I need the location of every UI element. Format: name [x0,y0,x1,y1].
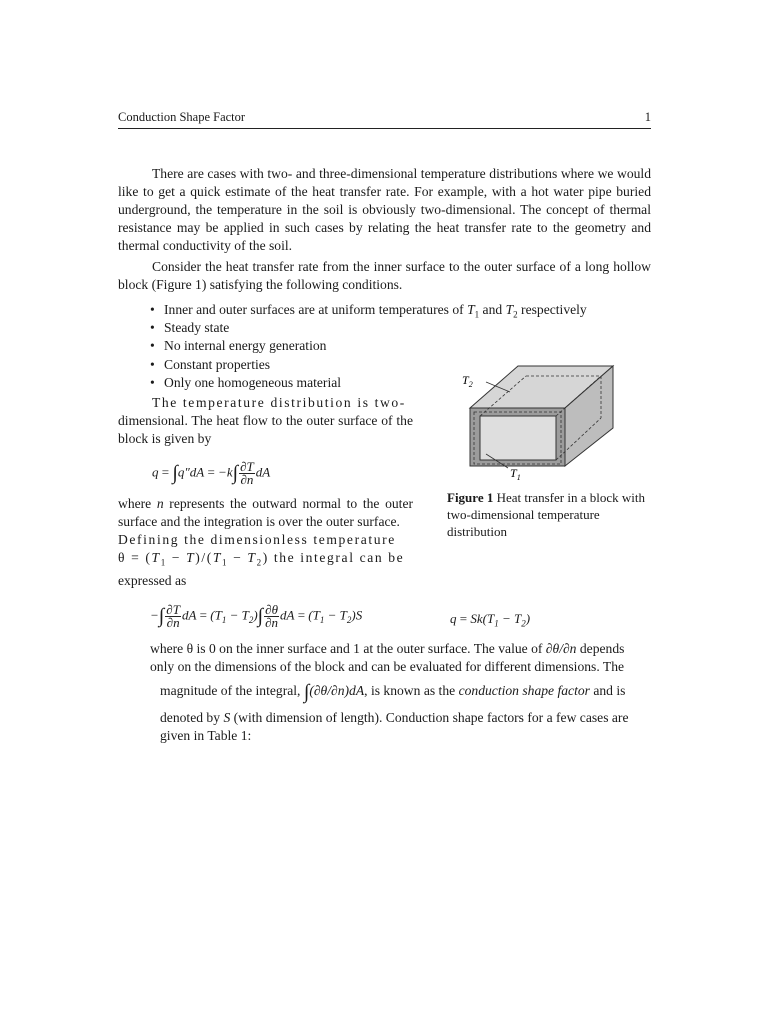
equation-heat-flow: q = ∫q″dA = −k∫ $\frac{\partial T}{\partial n}$ dA [152,459,271,487]
page-number: 1 [644,110,651,124]
block-figure [458,356,628,481]
paragraph-denoted: denoted by S (with dimension of length). Conduction shape factors for a few cases are given in Table 1: [160,710,629,743]
equation-q-sk: $q = Sk(T_1 - T_2)$ [450,611,531,629]
list-item: • Inner and outer surfaces are at uniform temperatures of $T_1$ and $T_2$ respectively [150,302,587,320]
list-item: • Steady state [150,320,230,336]
t1-label: $T_1$ [510,466,521,481]
t2-label: $T_2$ [462,373,473,389]
list-item: • No internal energy generation [150,338,327,354]
paragraph-where-theta: where θ is 0 on the inner surface and 1 at the outer surface. The value of ∂θ/∂n depends only on the dimensions of the block and can be evaluated for different dimensions. The [150,641,625,674]
list-item: • Only one homogeneous material [150,374,342,390]
paragraph-where-n: where n represents the outward normal to the outer surface and the integration is over the outer surface. Defining the dimensionless temperature $\theta = (T_1 - T)/(T_1 - T_2)$ the integral can be expressed as [118,496,414,588]
figure-caption: Figure 1 Heat transfer in a block with two-dimensional temperature distribution [447,490,645,539]
paragraph-temperature: The temperature distribution is two- dimensional. The heat flow to the outer surface of the block is given by [118,395,413,446]
paragraph-consider: Consider the heat transfer rate from the inner surface to the outer surface of a long hollow block (Figure 1) satisfying the following conditions. [118,259,651,292]
paragraph-magnitude: magnitude of the integral, ∫(∂θ/∂n)dA, is known as the conduction shape factor and is [160,680,626,703]
header-title: Conduction Shape Factor [118,110,246,124]
list-item: • Constant properties [150,356,271,372]
equation-shape-factor: −∫ $\frac{\partial T}{\partial n}$ dA = $(T_1 - T_2)\int$ $\frac{\partial\theta}{\partial n}$ dA = $(T_1 - T_2)S$ [150,602,363,630]
block-cavity [480,416,556,460]
running-header [118,110,651,129]
paragraph-intro: There are cases with two- and three-dimensional temperature distributions where we would like to get a quick estimate of the heat transfer rate. For example, with a hot water pipe buried underground, the temperature in the soil is obviously two-dimensional. The concept of thermal resistance may be applied in such cases by relating the heat transfer rate to the geometry and thermal conductivity of the soil. [118,166,651,253]
figure-label: Figure 1 [447,490,494,505]
